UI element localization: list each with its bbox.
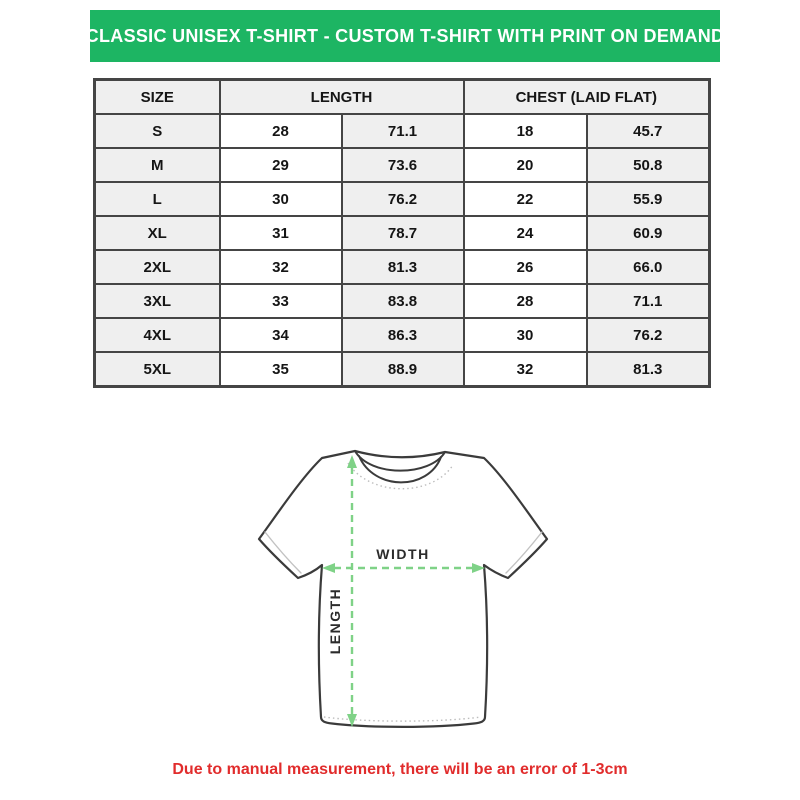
length-cm-cell: 81.3 [342, 250, 464, 284]
length-cm-cell: 73.6 [342, 148, 464, 182]
tshirt-measurement-diagram [240, 425, 570, 741]
length-cm-cell: 88.9 [342, 352, 464, 387]
length-label: LENGTH [327, 587, 343, 655]
size-row [95, 352, 710, 387]
size-row [95, 182, 710, 216]
length-cm-cell: 76.2 [342, 182, 464, 216]
chest-inches-cell: 26 [464, 250, 587, 284]
chest-cm-cell: 76.2 [587, 318, 710, 352]
length-inches-cell: 30 [220, 182, 342, 216]
product-title-banner [85, 10, 725, 62]
chest-cm-cell: 60.9 [587, 216, 710, 250]
length-cm-cell: 86.3 [342, 318, 464, 352]
chest-inches-cell: 32 [464, 352, 587, 387]
length-inches-cell: 35 [220, 352, 342, 387]
size-label-cell: XL [95, 216, 220, 250]
length-cm-cell: 83.8 [342, 284, 464, 318]
chest-cm-cell: 50.8 [587, 148, 710, 182]
chest-inches-cell: 20 [464, 148, 587, 182]
chest-inches-cell: 24 [464, 216, 587, 250]
length-cm-cell: 78.7 [342, 216, 464, 250]
length-inches-cell: 32 [220, 250, 342, 284]
length-column-header: LENGTH [220, 80, 464, 115]
length-inches-cell: 29 [220, 148, 342, 182]
table-header-row [95, 80, 710, 115]
width-label: WIDTH [376, 546, 430, 562]
size-label-cell: 3XL [95, 284, 220, 318]
chest-inches-cell: 22 [464, 182, 587, 216]
length-inches-cell: 31 [220, 216, 342, 250]
size-row [95, 250, 710, 284]
size-row [95, 318, 710, 352]
chest-inches-cell: 28 [464, 284, 587, 318]
chest-cm-cell: 71.1 [587, 284, 710, 318]
size-label-cell: 4XL [95, 318, 220, 352]
length-inches-cell: 28 [220, 114, 342, 148]
size-label-cell: L [95, 182, 220, 216]
measurement-disclaimer: Due to manual measurement, there will be an error of 1-3cm [172, 761, 628, 778]
size-column-header: SIZE [95, 80, 220, 115]
chest-cm-cell: 45.7 [587, 114, 710, 148]
chest-inches-cell: 18 [464, 114, 587, 148]
product-title: CLASSIC UNISEX T-SHIRT - CUSTOM T-SHIRT WITH PRINT ON DEMAND [85, 25, 725, 46]
length-inches-cell: 33 [220, 284, 342, 318]
chest-inches-cell: 30 [464, 318, 587, 352]
size-label-cell: 2XL [95, 250, 220, 284]
chest-column-header: CHEST (LAID FLAT) [464, 80, 710, 115]
size-row [95, 216, 710, 250]
tshirt-outline [259, 451, 547, 727]
size-label-cell: 5XL [95, 352, 220, 387]
length-cm-cell: 71.1 [342, 114, 464, 148]
size-row [95, 114, 710, 148]
size-row [95, 284, 710, 318]
size-label-cell: S [95, 114, 220, 148]
length-inches-cell: 34 [220, 318, 342, 352]
size-label-cell: M [95, 148, 220, 182]
chest-cm-cell: 66.0 [587, 250, 710, 284]
size-row [95, 148, 710, 182]
chest-cm-cell: 55.9 [587, 182, 710, 216]
size-chart-table [93, 78, 711, 388]
chest-cm-cell: 81.3 [587, 352, 710, 387]
